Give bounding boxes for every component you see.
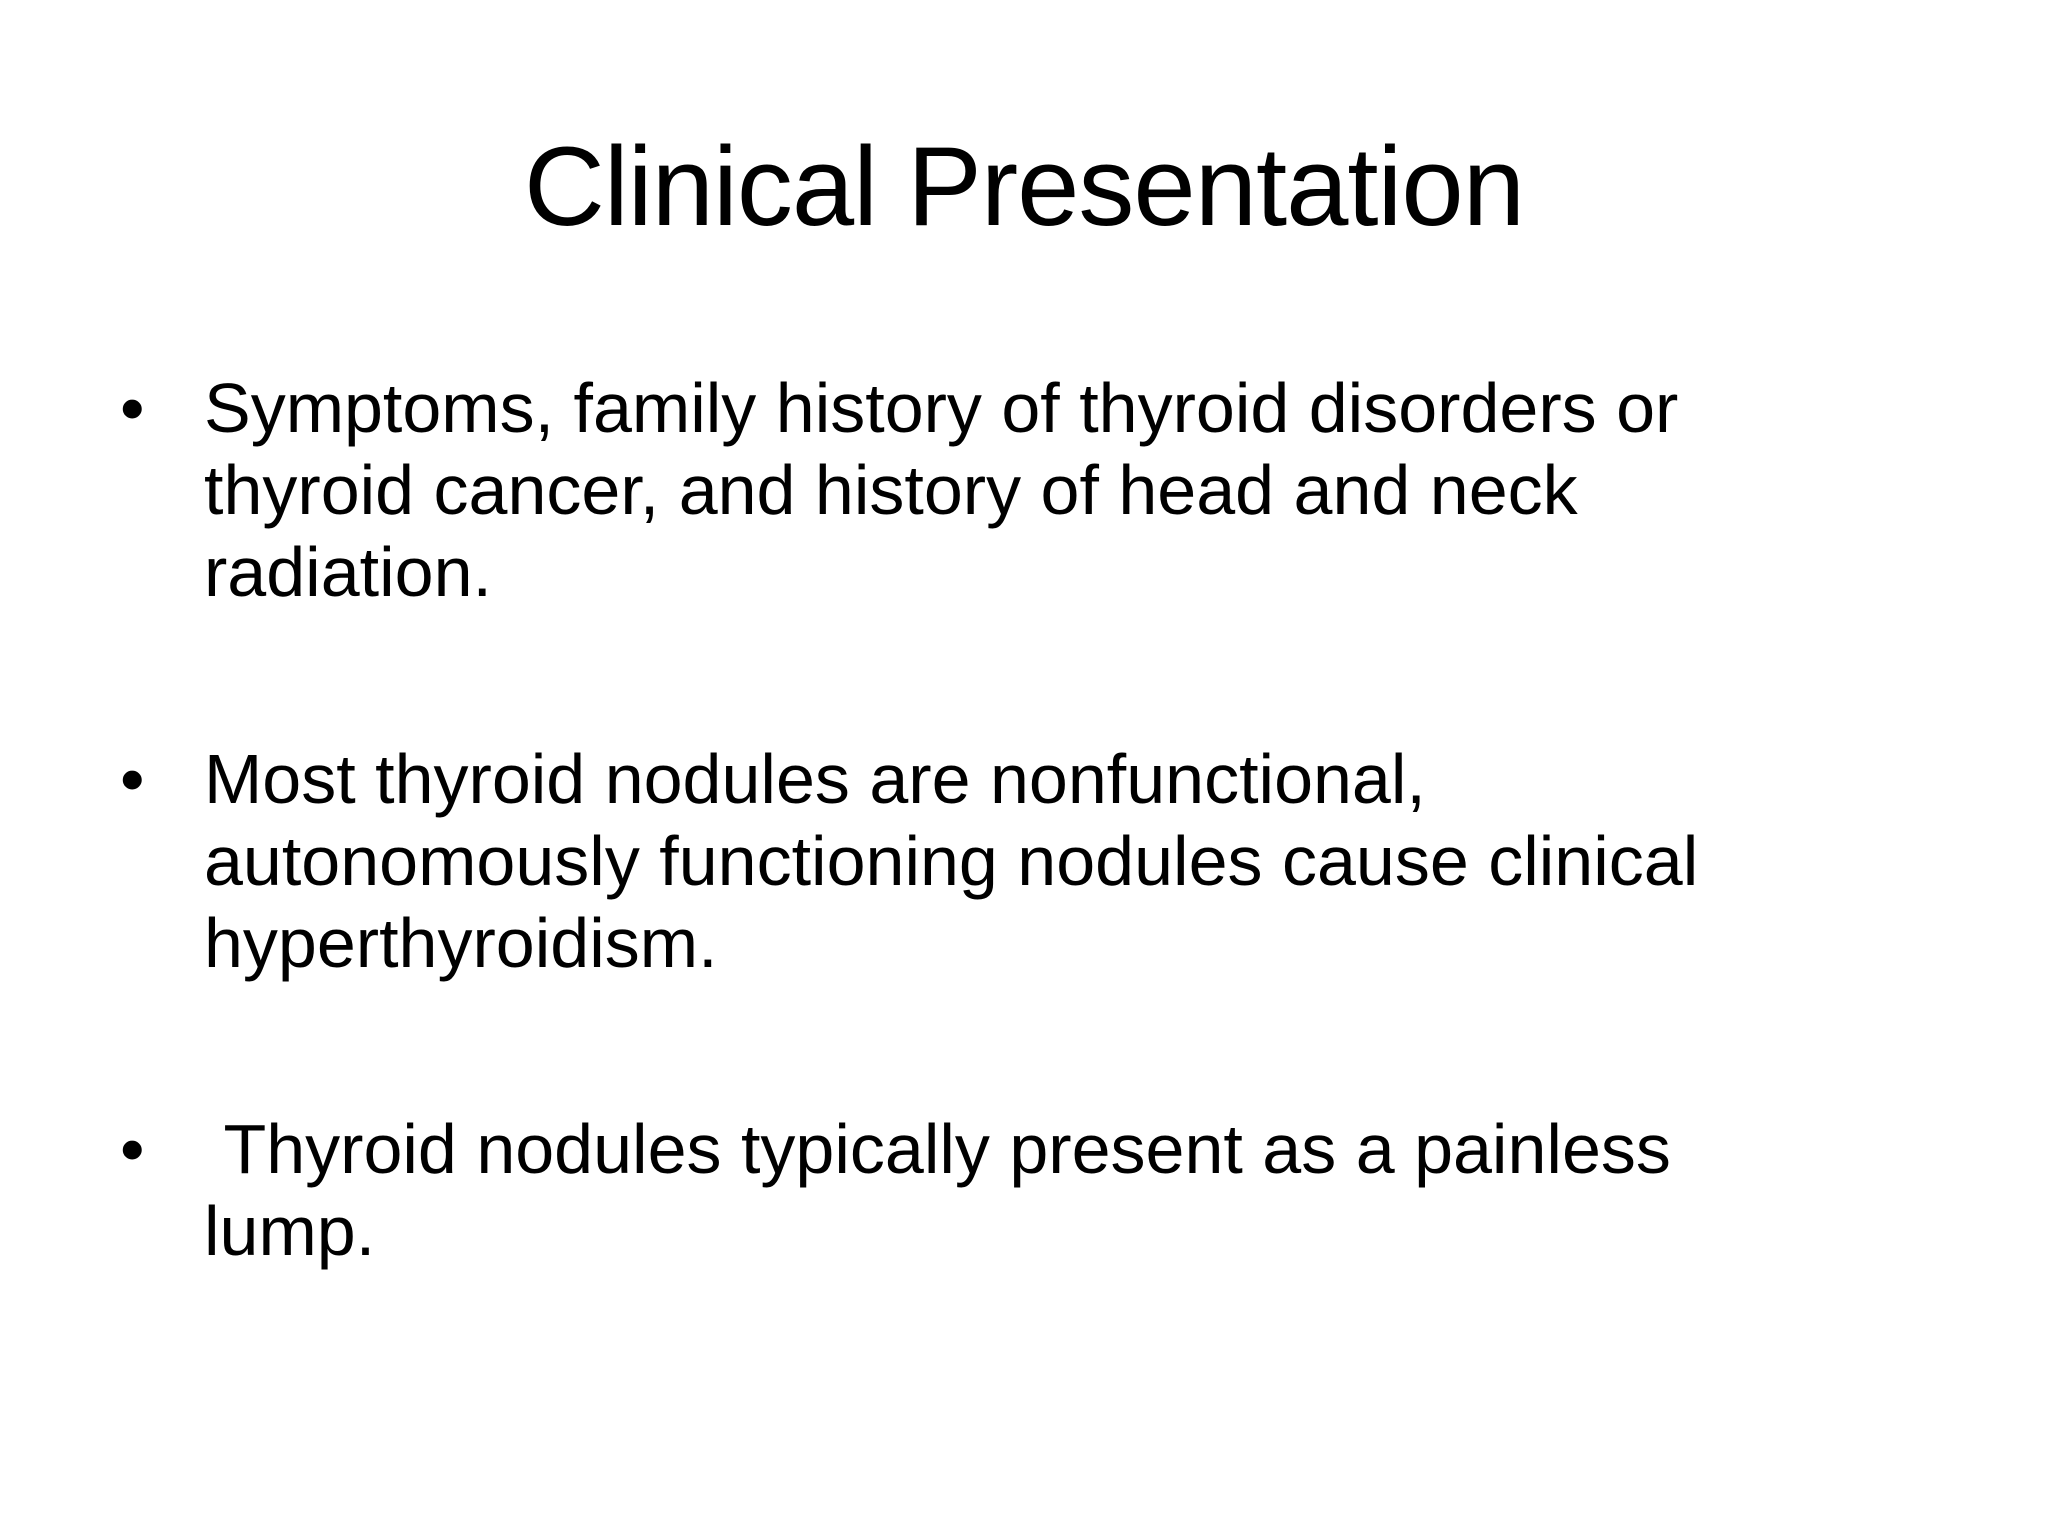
bullet-icon: •	[120, 1110, 145, 1188]
bullet-text: Most thyroid nodules are nonfunctional, autonomously functioning nodules cause clinical hyperthyroidism.	[204, 740, 1699, 982]
slide-title: Clinical Presentation	[524, 124, 1524, 249]
bullet-text: Symptoms, family history of thyroid disorders or thyroid cancer, and history of head and neck radiation.	[204, 369, 1679, 611]
bullet-text: Thyroid nodules typically present as a painless lump.	[204, 1110, 1671, 1270]
bullet-icon: •	[120, 369, 145, 447]
bullet-icon: •	[120, 740, 145, 818]
